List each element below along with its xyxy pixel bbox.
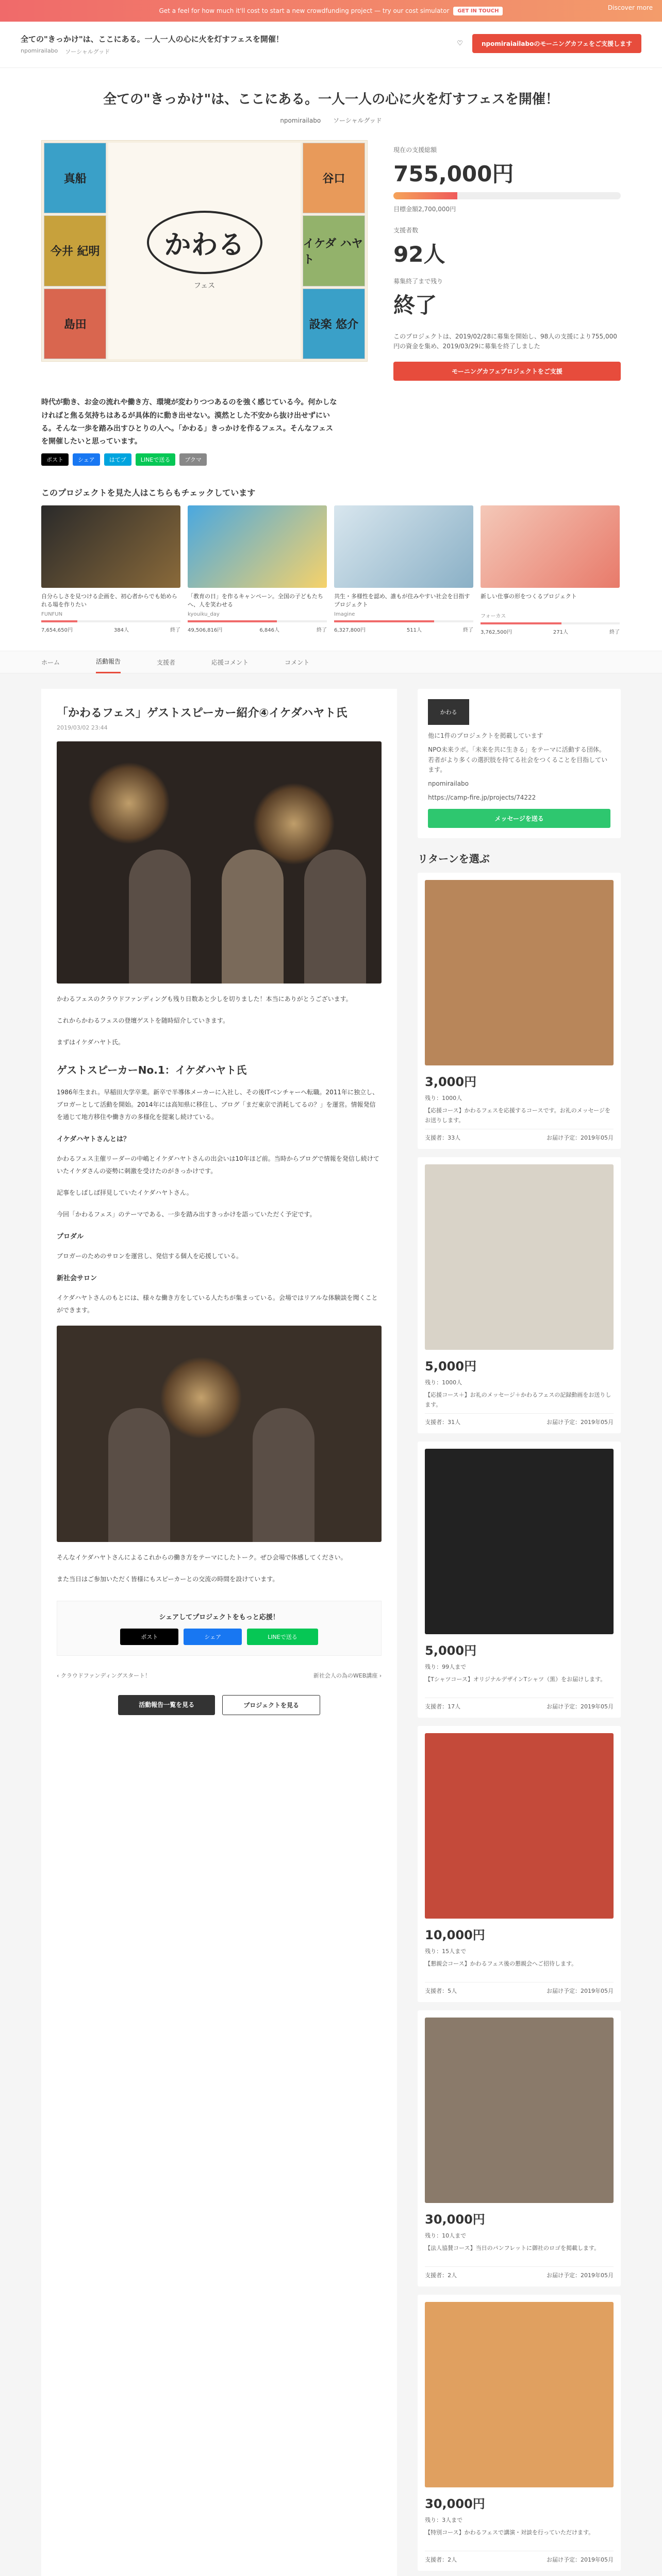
return-delivery: お届け予定：2019年05月 xyxy=(547,1134,614,1142)
return-supporters: 支援者：33人 xyxy=(425,1134,461,1142)
return-card[interactable] xyxy=(418,1157,621,1433)
article-paragraph: 1986年生まれ。早稲田大学卒業。新卒で半導体メーカーに入社し、その後ITベンチャーへ転職。2011年に独立し、ブロガーとして活動を開始。2014年には高知県に移住し、ブログ「まだ東京で消耗してるの？」を運営。情報発信を通じて地方移住や働き方の多様化を提案し続けている。 xyxy=(57,1089,379,1121)
recommend-card-money: 3,762,500円 xyxy=(481,630,512,636)
recommend-card-days: 終了 xyxy=(609,630,620,636)
hero-cell: 島田 xyxy=(44,289,106,359)
hero-cell: 今井 紀明 xyxy=(44,215,106,286)
photo-person xyxy=(222,850,284,984)
top-banner xyxy=(0,0,662,22)
recommend-card-owner: フォーカス xyxy=(481,614,506,620)
header-owner[interactable]: npomirailabo xyxy=(21,47,58,54)
recommend-section xyxy=(0,471,662,651)
photo-lamp xyxy=(88,762,170,844)
article-paragraph: そんなイケダハヤトさんによるこれからの働き方をテーマにしたトーク。ぜひ会場で体感してください。 xyxy=(57,1554,347,1562)
return-remaining: 残り：15人まで xyxy=(425,1948,467,1955)
article-paragraph: ブロガーのためのサロンを運営し、発信する個人を応援している。 xyxy=(57,1252,243,1260)
goal-label: 目標金額2,700,000円 xyxy=(393,206,456,213)
hero-center xyxy=(108,143,300,359)
recommend-card-owner: FUNFUN xyxy=(41,612,63,618)
end-status: 終了 xyxy=(393,293,437,318)
return-remaining: 残り：1000人 xyxy=(425,1379,462,1386)
article-paragraph: イケダハヤトさんのもとには、様々な働き方をしている人たちが集まっている。会場ではリアルな体験談を聞くことができます。 xyxy=(57,1294,378,1314)
recommend-card-owner: Imagine xyxy=(334,612,355,618)
return-delivery: お届け予定：2019年05月 xyxy=(547,1988,614,1995)
return-remaining: 残り：10人まで xyxy=(425,2232,467,2240)
return-image xyxy=(425,1164,614,1350)
article-paragraph: これからかわるフェスの登壇ゲストを随時紹介していきます。 xyxy=(57,1017,229,1025)
hero-cell: イケダ ハヤト xyxy=(303,215,365,286)
return-card[interactable] xyxy=(418,2010,621,2286)
share-box-title: シェアしてプロジェクトをもっと応援！ xyxy=(159,1614,279,1622)
article-heading: ゲストスピーカーNo.1：イケダハヤト氏 xyxy=(57,1064,247,1077)
returns-list xyxy=(418,873,621,2576)
return-price: 10,000円 xyxy=(425,1928,485,1943)
article-subheading: プロダル xyxy=(57,1233,84,1241)
tab-comments[interactable]: コメント xyxy=(285,658,310,666)
recommend-image xyxy=(334,505,473,588)
share-x-button[interactable]: ポスト xyxy=(41,453,69,466)
recommend-card-progress-fill xyxy=(188,620,277,622)
return-supporters: 支援者：5人 xyxy=(425,1988,457,1995)
supporters-label: 支援者数 xyxy=(393,227,419,234)
return-supporters: 支援者：31人 xyxy=(425,1419,461,1426)
return-image xyxy=(425,1733,614,1919)
return-price: 5,000円 xyxy=(425,1359,477,1374)
article-title: 「かわるフェス」ゲストスピーカー紹介④イケダハヤト氏 xyxy=(57,707,347,720)
return-remaining: 残り：3人まで xyxy=(425,2517,463,2524)
share-x-button[interactable]: ポスト xyxy=(120,1629,178,1645)
share-facebook-button[interactable]: シェア xyxy=(184,1629,242,1645)
owner-logo: かわる xyxy=(428,699,469,725)
article-subheading: イケダハヤトさんとは？ xyxy=(57,1136,130,1144)
return-supporters: 支援者：2人 xyxy=(425,2272,457,2279)
recommend-card-progress-fill xyxy=(41,620,77,622)
project-title: 全ての"きっかけ"は、ここにある。一人一人の心に火を灯すフェスを開催！ xyxy=(103,92,559,107)
return-body: 【応援コース＋】お礼のメッセージ＋かわるフェスの記録動画をお送りします。 xyxy=(425,1392,611,1408)
banner-text: Get a feel for how much it'll cost to start a new crowdfunding project — try our cost simulator xyxy=(159,7,450,14)
recommend-card-progress-fill xyxy=(481,622,561,624)
progress-bar xyxy=(393,192,621,199)
recommend-card-money: 49,506,816円 xyxy=(188,628,223,634)
end-label: 募集終了まで残り xyxy=(393,278,443,285)
hero-cell: 真船 xyxy=(44,143,106,213)
recommend-card-title: 「教育の日」を作るキャンペーン。全国の子どもたちへ、人を笑わせる xyxy=(188,593,323,608)
return-price: 30,000円 xyxy=(425,2497,485,2512)
tab-home[interactable]: ホーム xyxy=(41,658,60,666)
return-card[interactable] xyxy=(418,2295,621,2571)
article-subheading: 新社会サロン xyxy=(57,1275,97,1283)
share-line-button[interactable]: LINEで送る xyxy=(136,453,176,466)
recommend-card-days: 終了 xyxy=(317,628,327,634)
recommend-card-progress xyxy=(41,620,180,622)
recommend-card-supporters: 384人 xyxy=(113,628,129,634)
recommend-card-money: 6,327,800円 xyxy=(334,628,366,634)
share-row xyxy=(0,448,662,471)
progress-fill xyxy=(393,192,457,199)
hero-image xyxy=(41,140,368,362)
return-body: 【応援コース】かわるフェスを応援するコースです。お礼のメッセージをお送りします。 xyxy=(425,1107,610,1124)
owner-box xyxy=(418,689,621,838)
return-price: 3,000円 xyxy=(425,1075,477,1090)
recommend-card-supporters: 511人 xyxy=(406,628,422,634)
support-cta-button[interactable]: モーニングカフェプロジェクトをご支援 xyxy=(393,362,621,381)
owner-link[interactable]: https://camp-fire.jp/projects/74222 xyxy=(428,794,536,802)
hero xyxy=(0,140,662,381)
stats-panel xyxy=(393,140,621,381)
recommend-image xyxy=(188,505,327,588)
recommend-card-progress xyxy=(188,620,327,622)
recommend-card-days: 終了 xyxy=(170,628,180,634)
header xyxy=(0,22,662,68)
next-post-link[interactable]: 新社会人の為のWEB講座 › xyxy=(313,1672,382,1680)
return-supporters: 支援者：2人 xyxy=(425,2556,457,2564)
prev-post-link[interactable]: ‹ クラウドファンディングスタート！ xyxy=(57,1672,151,1680)
tab-supporters[interactable]: 支援者 xyxy=(157,658,176,666)
activity-list-button[interactable]: 活動報告一覧を見る xyxy=(118,1695,215,1715)
main-content xyxy=(0,673,662,2576)
recommend-title: このプロジェクトを見た人はこちらもチェックしています xyxy=(41,488,256,498)
article-paragraph: まずはイケダハヤト氏。 xyxy=(57,1039,125,1046)
return-image xyxy=(425,880,614,1065)
article-paragraph: 記事をしばしば拝見していたイケダハヤトさん。 xyxy=(57,1189,193,1197)
hero-cell: 谷口 xyxy=(303,143,365,213)
recommend-card-supporters: 6,846人 xyxy=(259,628,279,634)
owner-bio: NPO未来ラボ。「未来を共に生きる」をテーマに活動する団体。若者がより多くの選択肢を持てる社会をつくることを目指しています。 xyxy=(428,746,608,773)
photo-lamp xyxy=(160,1357,242,1439)
heart-icon[interactable]: ♡ xyxy=(457,40,463,47)
return-body: 【法人協賛コース】当日のパンフレットに御社のロゴを掲載します。 xyxy=(425,2245,600,2252)
return-card[interactable] xyxy=(418,1442,621,1718)
project-description: 時代が動き、お金の流れや働き方、環境が変わりつつあるのを強く感じている今。何かしなければと焦る気持ちはあるが具体的に動き出せない。漠然とした不安から抜け出せずにいる。そんな一歩を踏み出すひとりの人へ。「かわる」きっかけを作るフェス。そんなフェスを開催したいと思っています。 xyxy=(41,398,337,446)
send-message-button[interactable]: メッセージを送る xyxy=(428,809,610,828)
returns-title: リターンを選ぶ xyxy=(418,853,490,866)
tab-cheers[interactable]: 応援コメント xyxy=(211,658,249,666)
photo-person xyxy=(129,850,191,984)
recommend-card-progress xyxy=(481,622,620,624)
sidebar xyxy=(418,689,621,2576)
return-delivery: お届け予定：2019年05月 xyxy=(547,1419,614,1426)
recommend-card-money: 7,654,650円 xyxy=(41,628,73,634)
hero-center-title: かわる xyxy=(147,211,262,274)
article-paragraph: また当日はご参加いただく皆様にもスピーカーとの交流の時間を設けています。 xyxy=(57,1575,279,1583)
get-in-touch-button[interactable]: GET IN TOUCH xyxy=(453,7,503,15)
share-hatena-button[interactable]: はてブ xyxy=(104,453,131,466)
share-box xyxy=(57,1601,382,1656)
header-cta-button[interactable]: npomiraiailaboのモーニングカフェをご支援します xyxy=(472,34,641,53)
recommend-card-title: 自分らしさを見つける企画を、初心者からでも始められる場を作りたい xyxy=(41,593,177,608)
raised-amount: 755,000円 xyxy=(393,161,514,187)
return-remaining: 残り：99人まで xyxy=(425,1664,467,1671)
header-category[interactable]: ソーシャルグッド xyxy=(65,48,110,55)
return-image xyxy=(425,1449,614,1634)
recommend-card-days: 終了 xyxy=(463,628,473,634)
article-photo xyxy=(57,1326,382,1542)
return-body: 【懇親会コース】かわるフェス後の懇親会へご招待します。 xyxy=(425,1960,577,1968)
supporters-count: 92人 xyxy=(393,242,445,267)
recommend-card[interactable] xyxy=(41,505,180,635)
return-delivery: お届け予定：2019年05月 xyxy=(547,1703,614,1710)
photo-person xyxy=(253,1408,315,1542)
return-price: 5,000円 xyxy=(425,1643,477,1658)
return-supporters: 支援者：17人 xyxy=(425,1703,461,1710)
share-bookmark-button[interactable]: ブクマ xyxy=(179,453,207,466)
hero-cell: 設楽 悠介 xyxy=(303,289,365,359)
recommend-card-progress-fill xyxy=(334,620,434,622)
hero-center-sub: フェス xyxy=(193,282,216,291)
tab-bar xyxy=(0,651,662,673)
recommend-image xyxy=(41,505,180,588)
recommend-card-supporters: 271人 xyxy=(553,630,568,636)
recommend-card-progress xyxy=(334,620,473,622)
stats-note: このプロジェクトは、2019/02/28に募集を開始し、98人の支援により755,000円の資金を集め、2019/03/29に募集を終了しました xyxy=(393,333,617,350)
recommend-card-title: 共生・多様性を認め、誰もが住みやすい社会を目指すプロジェクト xyxy=(334,593,470,608)
owner-name[interactable]: npomirailabo xyxy=(428,779,469,787)
tab-activity[interactable]: 活動報告 xyxy=(96,651,121,673)
return-image xyxy=(425,2302,614,2487)
recommend-card[interactable] xyxy=(481,505,620,635)
owner-name[interactable]: npomirailabo xyxy=(280,117,321,124)
view-project-button[interactable]: プロジェクトを見る xyxy=(222,1695,320,1715)
recommend-card-owner: kyouiku_day xyxy=(188,612,220,618)
article-paragraph: かわるフェス主催リーダーの中嶋とイケダハヤトさんの出会いは10年ほど前。当時からブログで情報を発信し続けていたイケダさんの姿勢に刺激を受けたのがきっかけです。 xyxy=(57,1155,379,1175)
return-remaining: 残り：1000人 xyxy=(425,1095,462,1102)
recommend-card[interactable] xyxy=(188,505,327,635)
return-body: 【特別コース】かわるフェスで講演・対談を行っていただけます。 xyxy=(425,2529,594,2536)
return-delivery: お届け予定：2019年05月 xyxy=(547,2556,614,2564)
photo-person xyxy=(108,1408,170,1542)
share-line-button[interactable]: LINEで送る xyxy=(247,1629,318,1645)
return-delivery: お届け予定：2019年05月 xyxy=(547,2272,614,2279)
owner-projects-line[interactable]: 他に1件のプロジェクトを掲載しています xyxy=(428,732,543,740)
return-price: 30,000円 xyxy=(425,2212,485,2227)
article xyxy=(41,689,397,2576)
return-body: 【Tシャツコース】オリジナルデザインTシャツ（黒）をお届けします。 xyxy=(425,1676,606,1683)
article-photo xyxy=(57,741,382,984)
banner-right-link[interactable]: Discover more xyxy=(607,4,653,11)
return-image xyxy=(425,2018,614,2203)
article-paragraph: 今回「かわるフェス」のテーマである、一歩を踏み出すきっかけを語っていただく予定です。 xyxy=(57,1211,316,1218)
return-card[interactable] xyxy=(418,1726,621,2002)
article-date: 2019/03/02 23:44 xyxy=(57,724,108,732)
share-facebook-button[interactable]: シェア xyxy=(73,453,100,466)
photo-person xyxy=(304,850,366,984)
category-name[interactable]: ソーシャルグッド xyxy=(333,117,382,124)
project-owner-row xyxy=(0,116,662,125)
header-title: 全ての"きっかけ"は、ここにある。一人一人の心に火を灯すフェスを開催！ xyxy=(21,35,284,44)
raised-label: 現在の支援総額 xyxy=(393,146,437,154)
recommend-card-title: 新しい仕事の形をつくるプロジェクト xyxy=(481,593,577,600)
return-card[interactable] xyxy=(418,873,621,1149)
article-paragraph: かわるフェスのクラウドファンディングも残り日数あと少しを切りました！本当にありがとうございます。 xyxy=(57,995,352,1003)
recommend-image xyxy=(481,505,620,588)
recommend-card[interactable] xyxy=(334,505,473,635)
